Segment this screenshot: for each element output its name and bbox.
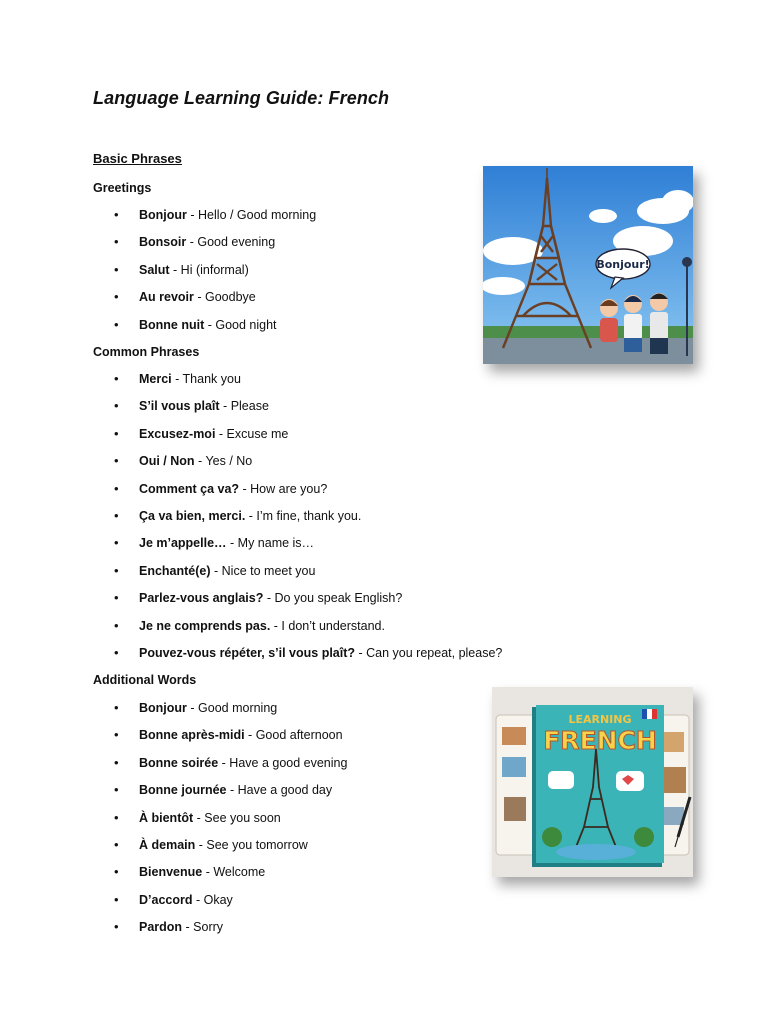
phrase-term: À demain bbox=[139, 837, 196, 852]
section-title-basic-phrases: Basic Phrases bbox=[93, 151, 182, 166]
phrase-term: Bonsoir bbox=[139, 235, 187, 250]
list-item bbox=[0, 398, 502, 425]
phrase-term: Oui / Non bbox=[139, 454, 195, 469]
phrase-meaning: My name is… bbox=[237, 536, 315, 551]
phrase-separator: - bbox=[244, 728, 256, 743]
additional-words-list bbox=[0, 700, 347, 947]
phrase-separator: - bbox=[215, 426, 227, 441]
list-item bbox=[0, 919, 347, 946]
eiffel-tower-illustration bbox=[483, 166, 693, 364]
phrase-meaning: Goodbye bbox=[205, 290, 256, 305]
phrase-separator: - bbox=[245, 508, 257, 523]
greetings-list bbox=[0, 207, 316, 344]
list-item bbox=[0, 453, 502, 480]
list-item bbox=[0, 645, 502, 672]
phrase-term: S’il vous plaît bbox=[139, 399, 220, 414]
phrase-term: Je ne comprends pas. bbox=[139, 618, 271, 633]
phrase-separator: - bbox=[202, 865, 214, 880]
phrase-separator: - bbox=[218, 755, 230, 770]
list-item bbox=[0, 810, 347, 837]
phrase-separator: - bbox=[194, 454, 206, 469]
list-item bbox=[0, 535, 502, 562]
phrase-term: Bonne nuit bbox=[139, 317, 205, 332]
phrase-term: Pouvez-vous répéter, s’il vous plaît? bbox=[139, 645, 356, 660]
common-phrases-list bbox=[0, 371, 502, 672]
phrase-meaning: Do you speak English? bbox=[274, 591, 403, 606]
phrase-meaning: Good night bbox=[215, 317, 277, 332]
phrase-meaning: I’m fine, thank you. bbox=[256, 508, 362, 523]
phrase-meaning: Hello / Good morning bbox=[198, 208, 317, 222]
phrase-term: Parlez-vous anglais? bbox=[139, 591, 264, 606]
phrase-separator: - bbox=[210, 563, 222, 578]
phrase-meaning: See you soon bbox=[204, 810, 281, 825]
phrase-separator: - bbox=[192, 892, 204, 907]
phrase-separator: - bbox=[193, 290, 205, 305]
list-item bbox=[0, 727, 347, 754]
phrase-meaning: Thank you bbox=[182, 372, 241, 386]
phrase-separator: - bbox=[204, 317, 216, 332]
phrase-meaning: Hi (informal) bbox=[180, 262, 249, 277]
phrase-term: Bonne soirée bbox=[139, 755, 219, 770]
phrase-term: Bonjour bbox=[139, 701, 187, 715]
list-item bbox=[0, 755, 347, 782]
book-title-line2: FRENCH bbox=[543, 726, 657, 755]
phrase-separator: - bbox=[239, 481, 251, 496]
phrase-term: Enchanté(e) bbox=[139, 563, 211, 578]
eiffel-scene-svg bbox=[483, 166, 693, 364]
phrase-separator: - bbox=[193, 810, 205, 825]
phrase-separator: - bbox=[169, 262, 181, 277]
phrase-meaning: I don’t understand. bbox=[281, 618, 385, 633]
list-item bbox=[0, 426, 502, 453]
phrase-term: Bonne journée bbox=[139, 783, 227, 798]
phrase-meaning: Okay bbox=[203, 892, 233, 907]
phrase-term: Bienvenue bbox=[139, 865, 203, 880]
phrase-meaning: Yes / No bbox=[205, 454, 253, 469]
phrase-separator: - bbox=[226, 783, 238, 798]
list-item bbox=[0, 782, 347, 809]
phrase-meaning: Good afternoon bbox=[255, 728, 343, 743]
common-phrases-heading: Common Phrases bbox=[93, 345, 200, 359]
phrase-meaning: Have a good evening bbox=[229, 755, 348, 770]
phrase-term: Au revoir bbox=[139, 290, 194, 305]
phrase-meaning: Good morning bbox=[198, 701, 278, 715]
phrase-separator: - bbox=[263, 591, 275, 606]
list-item bbox=[0, 837, 347, 864]
list-item bbox=[0, 864, 347, 891]
phrase-meaning: Excuse me bbox=[226, 426, 289, 441]
phrase-separator: - bbox=[355, 645, 367, 660]
list-item bbox=[0, 892, 347, 919]
book-cover bbox=[532, 705, 664, 867]
phrase-separator: - bbox=[219, 399, 231, 414]
phrase-meaning: Welcome bbox=[213, 865, 266, 880]
phrase-term: D’accord bbox=[139, 892, 193, 907]
list-item bbox=[0, 563, 502, 590]
phrase-term: À bientôt bbox=[139, 810, 194, 825]
phrase-separator: - bbox=[186, 701, 199, 715]
phrase-term: Bonjour bbox=[139, 208, 187, 222]
book-title-line1: LEARNING bbox=[568, 713, 632, 726]
phrase-term: Comment ça va? bbox=[139, 481, 240, 496]
additional-words-heading: Additional Words bbox=[93, 673, 197, 687]
list-item bbox=[0, 262, 316, 289]
speech-bubble-text: Bonjour! bbox=[596, 258, 650, 271]
phrase-meaning: Have a good day bbox=[237, 783, 333, 798]
phrase-separator: - bbox=[195, 837, 207, 852]
list-item bbox=[0, 700, 347, 727]
phrase-meaning: Good evening bbox=[197, 235, 276, 250]
list-item bbox=[0, 590, 502, 617]
list-item bbox=[0, 317, 316, 344]
phrase-meaning: Please bbox=[230, 399, 269, 414]
learning-french-book-illustration bbox=[492, 687, 693, 877]
list-item bbox=[0, 207, 316, 234]
greetings-heading: Greetings bbox=[93, 181, 152, 195]
book-scene-svg bbox=[492, 687, 693, 877]
phrase-term: Bonne après-midi bbox=[139, 728, 245, 743]
phrase-meaning: Nice to meet you bbox=[221, 563, 316, 578]
phrase-term: Pardon bbox=[139, 920, 183, 935]
phrase-separator: - bbox=[182, 920, 194, 935]
page-title: Language Learning Guide: French bbox=[93, 88, 390, 108]
phrase-term: Salut bbox=[139, 262, 170, 277]
list-item bbox=[0, 618, 502, 645]
phrase-term: Merci bbox=[139, 372, 172, 386]
list-item bbox=[0, 508, 502, 535]
phrase-separator: - bbox=[171, 372, 183, 386]
phrase-separator: - bbox=[226, 536, 238, 551]
phrase-meaning: How are you? bbox=[250, 481, 328, 496]
phrase-term: Je m’appelle… bbox=[139, 536, 227, 551]
phrase-separator: - bbox=[270, 618, 282, 633]
phrase-meaning: Sorry bbox=[193, 920, 224, 935]
phrase-meaning: Can you repeat, please? bbox=[366, 645, 503, 660]
phrase-separator: - bbox=[186, 208, 199, 222]
phrase-term: Ça va bien, merci. bbox=[139, 508, 246, 523]
list-item bbox=[0, 289, 316, 316]
phrase-meaning: See you tomorrow bbox=[206, 837, 308, 852]
list-item bbox=[0, 371, 502, 398]
list-item bbox=[0, 481, 502, 508]
list-item bbox=[0, 234, 316, 261]
phrase-separator: - bbox=[186, 235, 198, 250]
phrase-term: Excusez-moi bbox=[139, 426, 216, 441]
